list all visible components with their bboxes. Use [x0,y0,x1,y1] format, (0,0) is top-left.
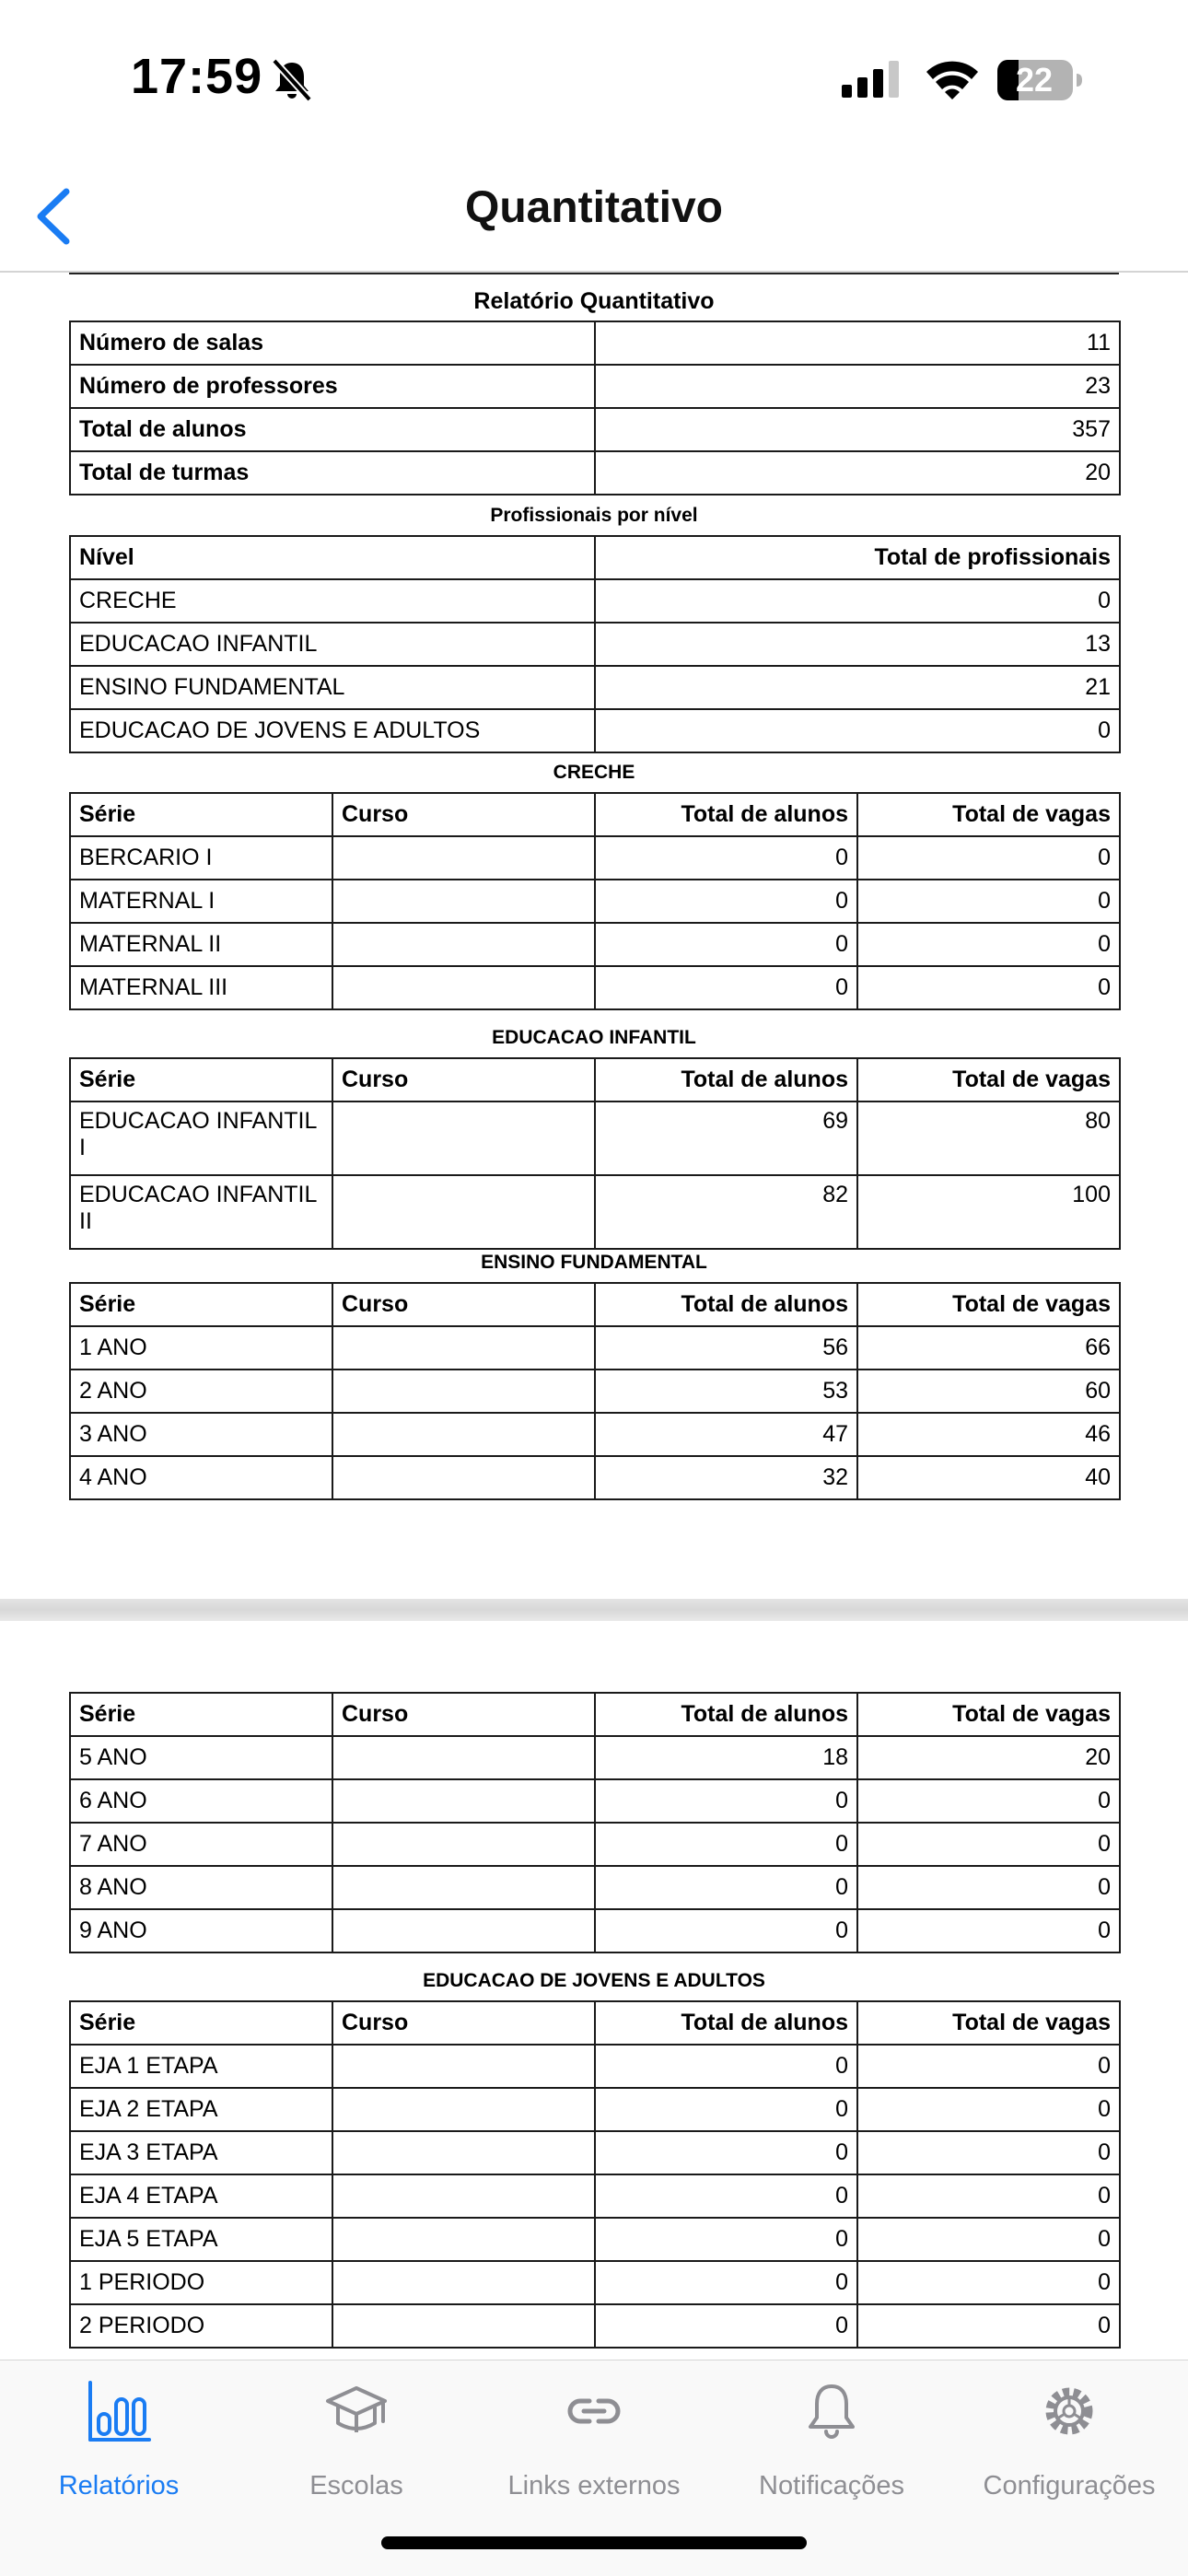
table-cell: 53 [595,1370,857,1413]
table-cell: 0 [595,2174,857,2218]
column-header: Curso [332,2001,595,2045]
table-cell [332,1370,595,1413]
table-cell: EJA 2 ETAPA [70,2088,332,2131]
section-caption: Profissionais por nível [490,505,698,526]
page-title: Quantitativo [464,183,723,232]
column-header: Nível [70,536,595,579]
column-header: Total de vagas [857,2001,1120,2045]
table-row [70,1413,1120,1456]
table-cell: BERCARIO I [70,836,332,880]
column-header: Total de vagas [857,793,1120,836]
status-bar [0,0,1188,157]
table-row [70,365,1120,408]
table-cell [332,2174,595,2218]
table-cell: 0 [857,1823,1120,1866]
tab-escolas[interactable] [238,2360,475,2526]
table-cell: EDUCACAO DE JOVENS E ADULTOS [70,709,595,752]
fundamental-continued-section [69,1692,1119,1953]
section-caption: CRECHE [553,762,635,783]
table-header-row [70,1058,1120,1102]
report-page-1[interactable] [0,271,1188,1601]
column-header: Série [70,1058,332,1102]
table-cell: 0 [595,2261,857,2304]
table-cell: CRECHE [70,579,595,623]
table-cell: 0 [595,836,857,880]
bell-icon [799,2379,864,2443]
table-header-row [70,793,1120,836]
creche-table [69,792,1121,1010]
eja-table [69,2000,1121,2349]
table-cell: 2 ANO [70,1370,332,1413]
table-cell: 5 ANO [70,1736,332,1779]
summary-section [69,282,1119,495]
table-cell: 0 [857,2088,1120,2131]
column-header: Total de alunos [595,2001,857,2045]
column-header: Curso [332,1283,595,1326]
table-cell: 0 [595,1866,857,1909]
table-cell: 69 [595,1102,857,1175]
summary-value: 23 [595,365,1120,408]
table-cell: 0 [595,2131,857,2174]
clock: 17:59 [131,49,263,104]
table-cell [332,1413,595,1456]
summary-value: 11 [595,321,1120,365]
table-cell: 56 [595,1326,857,1370]
table-cell: 3 ANO [70,1413,332,1456]
summary-label: Total de alunos [70,408,595,451]
table-cell: 40 [857,1456,1120,1499]
table-cell [332,1779,595,1823]
table-cell: 0 [595,923,857,966]
tab-configuracoes[interactable] [950,2360,1188,2526]
table-cell: EDUCACAO INFANTIL I [70,1102,332,1175]
tab-relatorios[interactable] [0,2360,238,2526]
table-cell: EJA 1 ETAPA [70,2045,332,2088]
table-cell: 0 [857,2131,1120,2174]
table-cell: 66 [857,1326,1120,1370]
table-cell: 0 [595,2045,857,2088]
table-cell: 0 [857,836,1120,880]
tab-links-externos[interactable] [475,2360,713,2526]
bell-slash-icon [269,57,315,103]
link-icon [562,2379,626,2443]
summary-label: Total de turmas [70,451,595,495]
table-cell: MATERNAL III [70,966,332,1009]
creche-section [69,753,1119,1010]
table-cell [332,1909,595,1952]
section-caption: EDUCACAO DE JOVENS E ADULTOS [423,1970,765,1991]
column-header: Total de alunos [595,1693,857,1736]
divider [69,273,1119,274]
professionals-table [69,535,1121,753]
table-cell: 0 [857,1866,1120,1909]
column-header: Total de alunos [595,1058,857,1102]
table-cell: 60 [857,1370,1120,1413]
table-header-row [70,1693,1120,1736]
table-cell [332,1736,595,1779]
navigation-bar [0,157,1188,271]
table-cell: 0 [595,1823,857,1866]
table-row [70,623,1120,666]
table-cell: EJA 5 ETAPA [70,2218,332,2261]
column-header: Total de vagas [857,1058,1120,1102]
table-cell [332,1866,595,1909]
table-row [70,321,1120,365]
table-cell: EJA 3 ETAPA [70,2131,332,2174]
column-header: Total de vagas [857,1283,1120,1326]
table-row [70,1175,1120,1249]
gear-icon [1037,2379,1101,2443]
table-cell: 7 ANO [70,1823,332,1866]
fundamental-table-continued [69,1692,1121,1953]
infantil-section [69,1019,1119,1250]
table-cell: 0 [857,1909,1120,1952]
table-cell: 0 [595,2218,857,2261]
table-row [70,2088,1120,2131]
summary-label: Número de salas [70,321,595,365]
table-row [70,966,1120,1009]
table-row [70,1456,1120,1499]
table-cell [332,2304,595,2348]
table-cell: 21 [595,666,1120,709]
table-row [70,666,1120,709]
table-cell [332,1102,595,1175]
table-cell [332,880,595,923]
table-row [70,1102,1120,1175]
table-cell: 9 ANO [70,1909,332,1952]
table-cell: 0 [595,966,857,1009]
table-cell: MATERNAL I [70,880,332,923]
table-cell: 0 [595,1909,857,1952]
table-cell: 1 PERIODO [70,2261,332,2304]
table-row [70,2131,1120,2174]
table-cell [332,1823,595,1866]
column-header: Total de profissionais [595,536,1120,579]
table-cell: 82 [595,1175,857,1249]
cellular-signal-icon [840,59,904,98]
home-indicator[interactable] [381,2536,807,2549]
table-cell: 0 [857,923,1120,966]
table-cell: 0 [857,2174,1120,2218]
table-cell [332,2045,595,2088]
tab-label: Configurações [983,2471,1156,2500]
table-cell [332,2131,595,2174]
column-header: Curso [332,793,595,836]
table-cell [332,1456,595,1499]
tab-label: Escolas [309,2471,403,2500]
summary-value: 20 [595,451,1120,495]
table-cell: 4 ANO [70,1456,332,1499]
table-cell [332,2218,595,2261]
table-cell: 80 [857,1102,1120,1175]
tab-label: Notificações [759,2471,904,2500]
table-row [70,1909,1120,1952]
table-row [70,579,1120,623]
section-caption: ENSINO FUNDAMENTAL [481,1252,707,1273]
column-header: Total de alunos [595,793,857,836]
table-cell: 0 [595,1779,857,1823]
column-header: Total de alunos [595,1283,857,1326]
table-row [70,2045,1120,2088]
fundamental-table [69,1282,1121,1500]
table-cell: EDUCACAO INFANTIL II [70,1175,332,1249]
bar-chart-icon [87,2379,151,2443]
column-header: Série [70,793,332,836]
summary-label: Número de professores [70,365,595,408]
table-cell: MATERNAL II [70,923,332,966]
table-cell: 0 [595,880,857,923]
summary-table [69,321,1121,495]
table-cell: EDUCACAO INFANTIL [70,623,595,666]
fundamental-section [69,1243,1119,1500]
table-cell: 0 [857,2261,1120,2304]
table-cell: 18 [595,1736,857,1779]
table-cell: 0 [857,2218,1120,2261]
table-cell: 47 [595,1413,857,1456]
column-header: Série [70,2001,332,2045]
column-header: Curso [332,1058,595,1102]
column-header: Série [70,1283,332,1326]
section-caption: EDUCACAO INFANTIL [492,1027,696,1048]
table-row [70,2304,1120,2348]
table-row [70,2174,1120,2218]
table-row [70,1779,1120,1823]
table-cell: 20 [857,1736,1120,1779]
table-cell: EJA 4 ETAPA [70,2174,332,2218]
table-cell: 0 [857,966,1120,1009]
infantil-table [69,1057,1121,1250]
table-cell: 0 [595,579,1120,623]
table-cell [332,923,595,966]
table-header-row [70,536,1120,579]
graduation-cap-icon [324,2379,389,2443]
table-cell: 0 [595,2088,857,2131]
table-cell [332,1326,595,1370]
table-cell: 1 ANO [70,1326,332,1370]
tab-notificacoes[interactable] [713,2360,950,2526]
table-cell: 0 [857,2045,1120,2088]
table-cell: 13 [595,623,1120,666]
report-page-2[interactable] [0,1621,1188,2360]
table-cell: 6 ANO [70,1779,332,1823]
tab-label: Relatórios [58,2471,180,2500]
table-cell: 0 [857,1779,1120,1823]
table-row [70,1326,1120,1370]
table-cell: ENSINO FUNDAMENTAL [70,666,595,709]
tab-label: Links externos [507,2471,681,2500]
table-cell: 0 [857,2304,1120,2348]
table-row [70,709,1120,752]
table-cell: 8 ANO [70,1866,332,1909]
table-row [70,1866,1120,1909]
page-separator [0,1599,1188,1621]
column-header: Total de vagas [857,1693,1120,1736]
column-header: Série [70,1693,332,1736]
table-row [70,408,1120,451]
table-cell: 46 [857,1413,1120,1456]
eja-section [69,1962,1119,2349]
table-cell: 100 [857,1175,1120,1249]
table-cell: 2 PERIODO [70,2304,332,2348]
battery-level: 22 [1015,61,1054,99]
report-title: Relatório Quantitativo [473,288,715,314]
table-cell [332,1175,595,1249]
column-header: Curso [332,1693,595,1736]
table-row [70,1370,1120,1413]
table-cell: 0 [595,709,1120,752]
professionals-section [69,496,1119,753]
table-cell [332,836,595,880]
table-row [70,1823,1120,1866]
table-row [70,1736,1120,1779]
table-cell [332,2088,595,2131]
table-cell: 0 [857,880,1120,923]
wifi-icon [925,57,980,99]
table-cell: 0 [595,2304,857,2348]
table-row [70,451,1120,495]
table-header-row [70,1283,1120,1326]
table-cell: 32 [595,1456,857,1499]
table-header-row [70,2001,1120,2045]
table-cell [332,966,595,1009]
table-row [70,836,1120,880]
table-cell [332,2261,595,2304]
table-row [70,2218,1120,2261]
summary-value: 357 [595,408,1120,451]
table-row [70,880,1120,923]
table-row [70,2261,1120,2304]
table-row [70,923,1120,966]
